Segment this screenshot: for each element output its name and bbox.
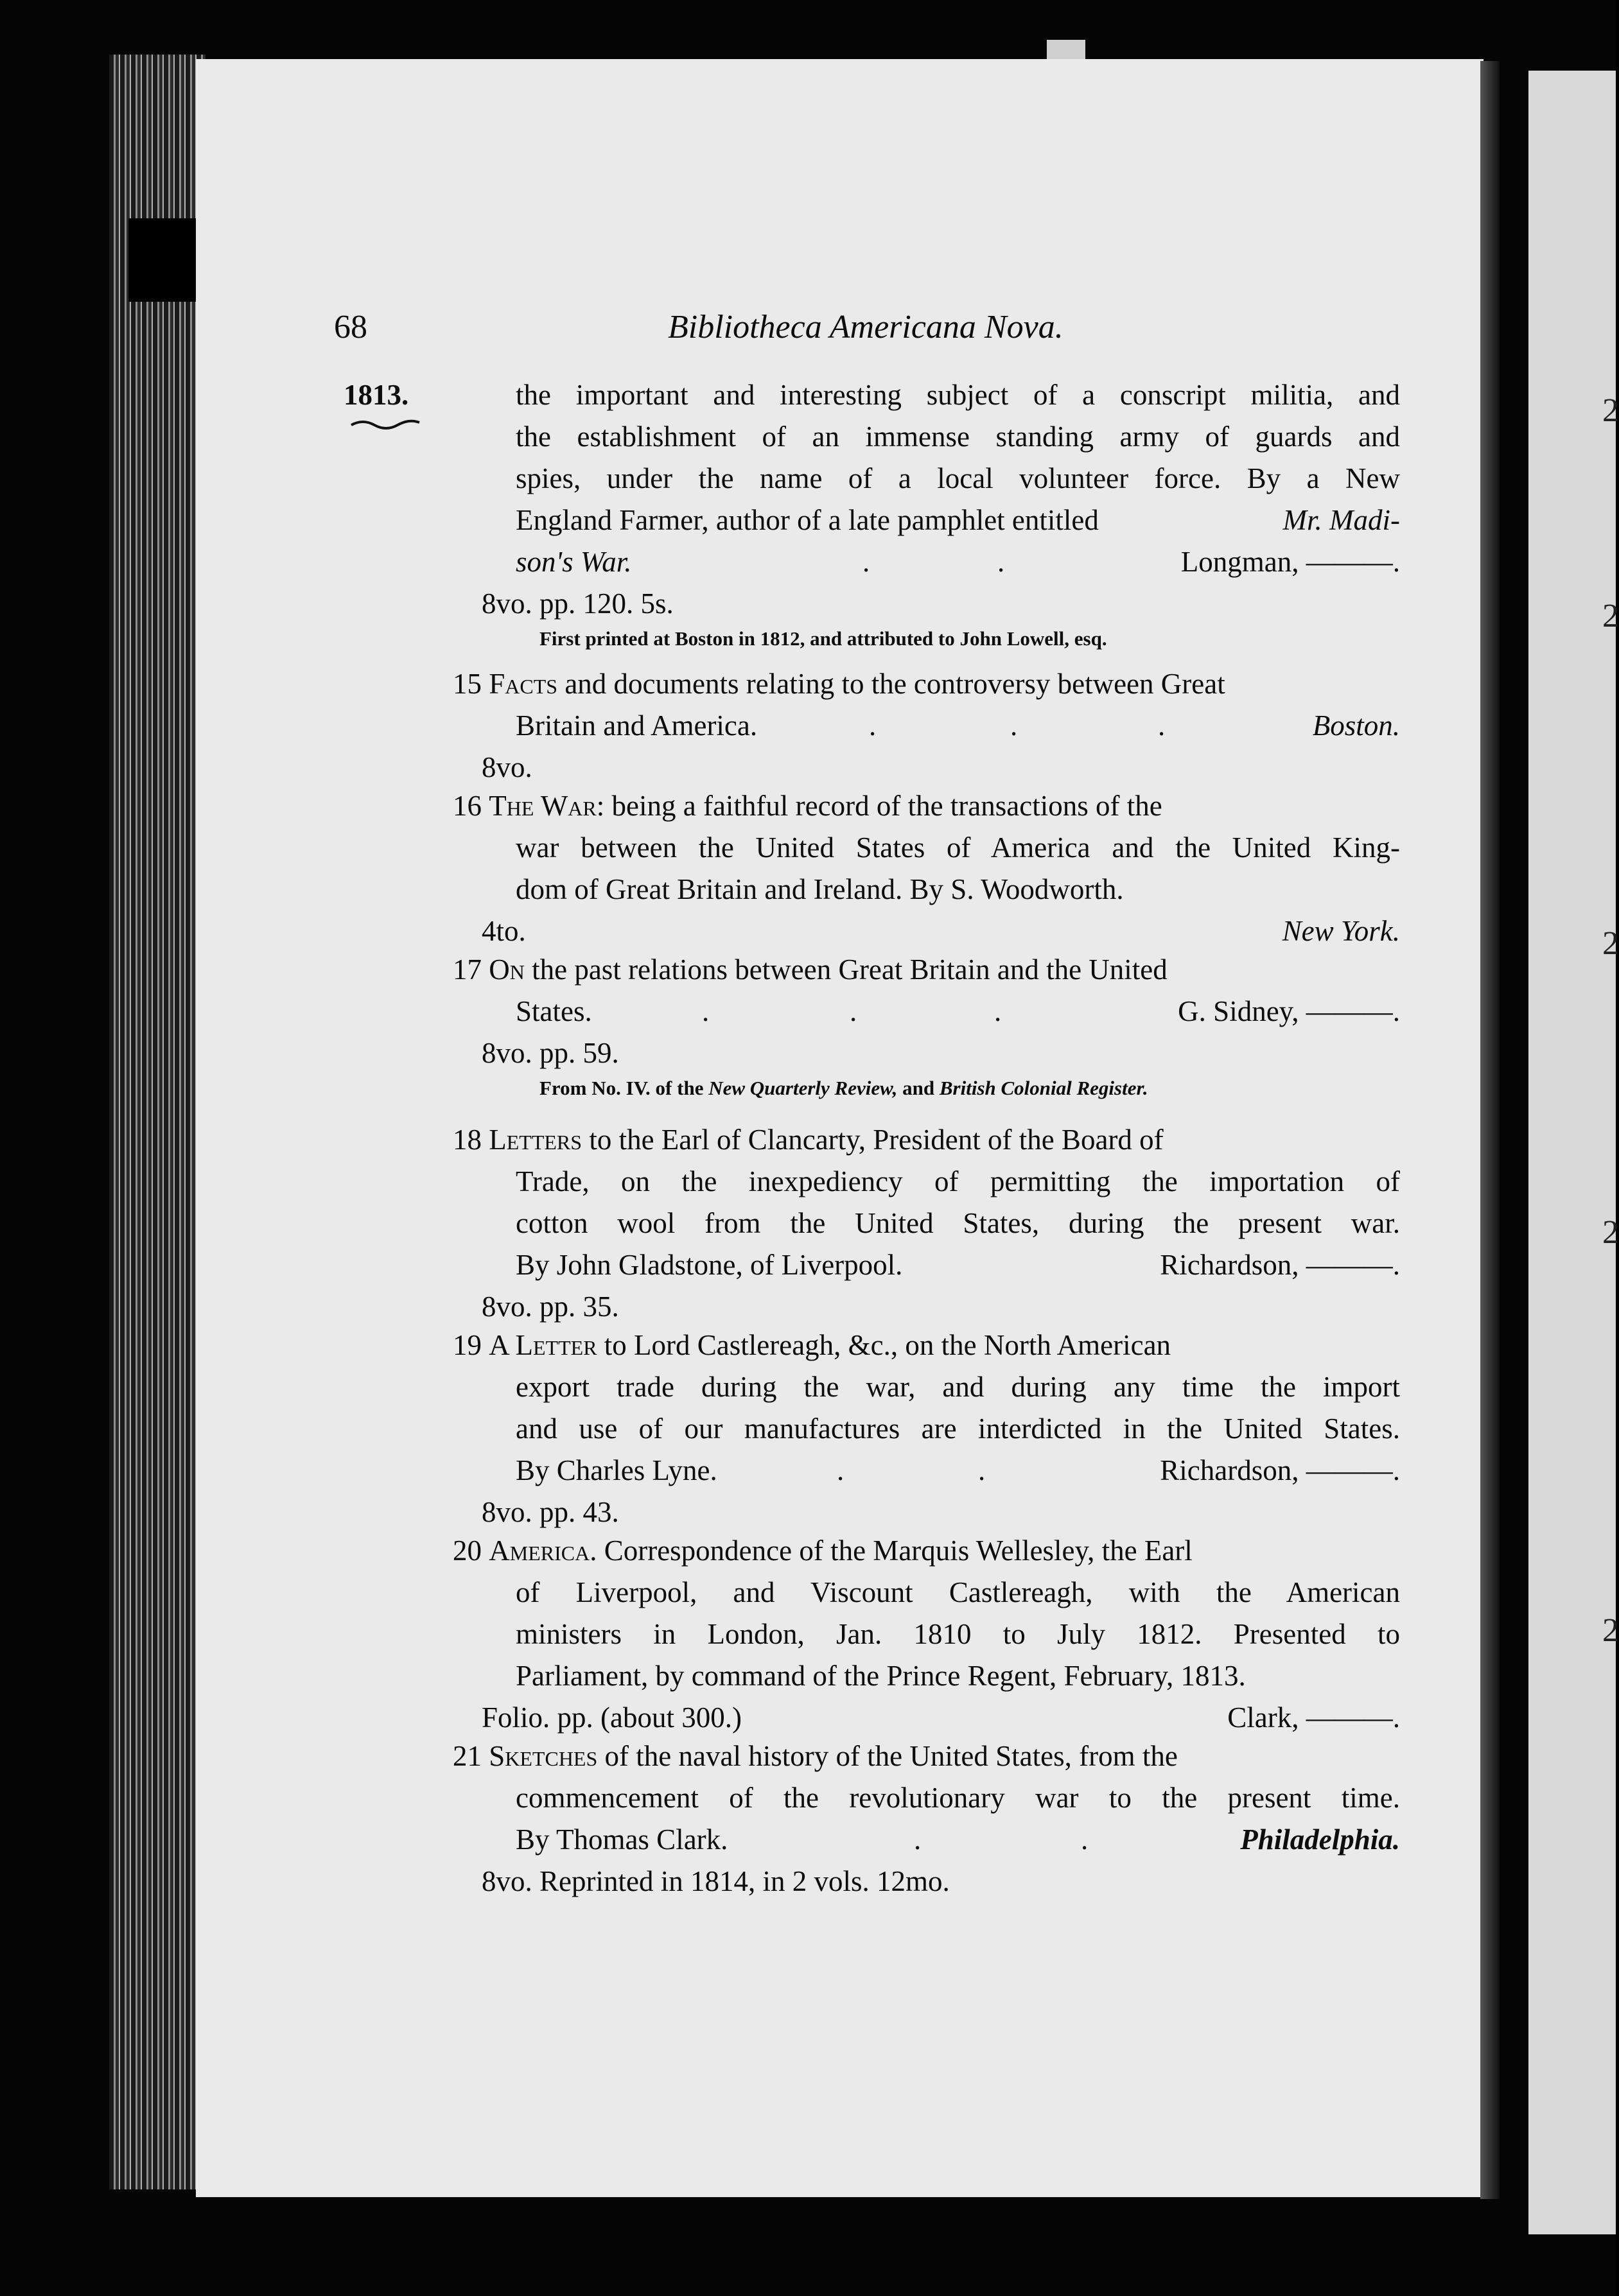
entry-title-italic: Mr. Madi- bbox=[1282, 504, 1400, 536]
leader-dot: . bbox=[869, 709, 877, 742]
entry-text: States. bbox=[516, 995, 592, 1027]
footnote-title: British Colonial Register. bbox=[939, 1077, 1148, 1099]
entry-line bbox=[516, 543, 1400, 581]
entry-number: 16 bbox=[453, 790, 482, 822]
entry-16-line bbox=[453, 787, 1400, 825]
entry-line: ministers in London, Jan. 1810 to July 1812. Presented to bbox=[516, 1618, 1400, 1650]
adjacent-page-mark: 2 bbox=[1602, 598, 1619, 634]
entry-heading: The War bbox=[489, 790, 597, 822]
publisher: Richardson, ———. bbox=[1160, 1249, 1400, 1281]
entry-number: 21 bbox=[453, 1740, 482, 1772]
footnote: First printed at Boston in 1812, and attributed to John Lowell, esq. bbox=[539, 627, 1107, 650]
leader-dot: . bbox=[862, 546, 870, 578]
entry-text: England Farmer, author of a late pamphlet entitled bbox=[516, 504, 1099, 536]
page-number: 68 bbox=[334, 309, 367, 345]
leader-dot: . bbox=[1081, 1823, 1089, 1856]
entry-line: and use of our manufactures are interdicted in the United States. bbox=[516, 1413, 1400, 1445]
place: Philadelphia. bbox=[1240, 1823, 1400, 1856]
place: Boston. bbox=[1312, 709, 1400, 742]
leader-dot: . bbox=[850, 995, 857, 1027]
format-line bbox=[482, 912, 1400, 950]
entry-line: the important and interesting subject of a conscript militia, and bbox=[516, 379, 1400, 411]
entry-text: Britain and America. bbox=[516, 709, 758, 742]
format-line bbox=[482, 1698, 1400, 1737]
entry-line: cotton wool from the United States, during the present war. bbox=[516, 1207, 1400, 1239]
publisher: Richardson, ———. bbox=[1160, 1454, 1400, 1486]
entry-15-line bbox=[453, 665, 1400, 703]
entry-line: export trade during the war, and during any time the import bbox=[516, 1371, 1400, 1403]
leader-dot: . bbox=[994, 995, 1002, 1027]
format-line: 8vo. pp. 120. 5s. bbox=[482, 587, 674, 620]
publisher: Longman, ———. bbox=[1180, 546, 1400, 578]
entry-line: dom of Great Britain and Ireland. By S. Woodworth. bbox=[516, 873, 1124, 905]
format-line: 8vo. pp. 59. bbox=[482, 1037, 619, 1069]
entry-text: to the Earl of Clancarty, President of the Board of bbox=[589, 1124, 1164, 1156]
publisher: Clark, ———. bbox=[1227, 1701, 1400, 1734]
entry-text: By John Gladstone, of Liverpool. bbox=[516, 1249, 903, 1281]
entry-text: of the naval history of the United States, from the bbox=[604, 1740, 1178, 1772]
place: New York. bbox=[1282, 915, 1400, 947]
format-line: 8vo. pp. 35. bbox=[482, 1291, 619, 1323]
format-line: 8vo. bbox=[482, 751, 532, 783]
entry-text: By Charles Lyne. bbox=[516, 1454, 717, 1486]
entry-number: 19 bbox=[453, 1329, 482, 1361]
year-swash-ornament bbox=[350, 417, 421, 430]
entry-number: 15 bbox=[453, 668, 482, 700]
format: 4to. bbox=[482, 915, 526, 947]
entry-text: Correspondence of the Marquis Wellesley, the Earl bbox=[604, 1535, 1193, 1567]
running-title: Bibliotheca Americana Nova. bbox=[668, 309, 1063, 345]
entry-line bbox=[516, 992, 1400, 1031]
entry-line bbox=[516, 706, 1400, 745]
entry-line: Trade, on the inexpediency of permitting the importation of bbox=[516, 1165, 1400, 1197]
leader-dot: . bbox=[997, 546, 1005, 578]
leader-dot: . bbox=[978, 1454, 986, 1486]
adjacent-page-mark: 2 bbox=[1602, 392, 1619, 429]
entry-line bbox=[516, 1820, 1400, 1859]
entry-text: to Lord Castlereagh, &c., on the North American bbox=[604, 1329, 1171, 1361]
entry-20-line bbox=[453, 1531, 1400, 1570]
entry-18-line bbox=[453, 1120, 1400, 1159]
entry-17-line bbox=[453, 950, 1400, 989]
entry-heading: A Letter bbox=[489, 1329, 597, 1361]
footnote-title: New Quarterly Review, bbox=[708, 1077, 898, 1099]
entry-line: of Liverpool, and Viscount Castlereagh, with the American bbox=[516, 1576, 1400, 1608]
leader-dot: . bbox=[1010, 709, 1018, 742]
entry-heading: Sketches bbox=[489, 1740, 598, 1772]
entry-line: commencement of the revolutionary war to the present time. bbox=[516, 1782, 1400, 1814]
adjacent-page-mark: 2 bbox=[1602, 1214, 1619, 1251]
entry-line bbox=[516, 501, 1400, 539]
entry-heading: Letters bbox=[489, 1124, 582, 1156]
entry-line: war between the United States of America and the United King- bbox=[516, 831, 1400, 864]
adjacent-page-mark: 2 bbox=[1602, 1612, 1619, 1649]
entry-21-line bbox=[453, 1737, 1400, 1775]
entry-title-italic: son's War. bbox=[516, 546, 632, 578]
entry-line: Parliament, by command of the Prince Regent, February, 1813. bbox=[516, 1660, 1246, 1692]
publisher: G. Sidney, ———. bbox=[1178, 995, 1400, 1027]
footnote bbox=[539, 1069, 1148, 1108]
format: Folio. pp. (about 300.) bbox=[482, 1701, 742, 1734]
footnote-text: and bbox=[902, 1077, 935, 1099]
entry-heading: Facts bbox=[489, 668, 558, 700]
format-line: 8vo. Reprinted in 1814, in 2 vols. 12mo. bbox=[482, 1865, 950, 1897]
entry-line bbox=[516, 1451, 1400, 1490]
entry-number: 20 bbox=[453, 1535, 482, 1567]
entry-line: the establishment of an immense standing army of guards and bbox=[516, 421, 1400, 453]
entry-line bbox=[516, 1246, 1400, 1284]
format-line: 8vo. pp. 43. bbox=[482, 1496, 619, 1528]
entry-number: 17 bbox=[453, 953, 482, 986]
entry-heading: On bbox=[489, 953, 525, 986]
footnote-text: From No. IV. of the bbox=[539, 1077, 704, 1099]
entry-text: the past relations between Great Britain and the United bbox=[532, 953, 1168, 986]
leader-dot: . bbox=[702, 995, 710, 1027]
entry-19-line bbox=[453, 1326, 1400, 1364]
adjacent-page-mark: 2 bbox=[1602, 925, 1619, 962]
entry-text: By Thomas Clark. bbox=[516, 1823, 728, 1856]
entry-line: spies, under the name of a local volunteer force. By a New bbox=[516, 462, 1400, 494]
leader-dot: . bbox=[1158, 709, 1166, 742]
leader-dot: . bbox=[914, 1823, 922, 1856]
year-label: 1813. bbox=[344, 379, 409, 411]
entry-text: and documents relating to the controversy between Great bbox=[564, 668, 1225, 700]
entry-heading: America. bbox=[489, 1535, 597, 1567]
leader-dot: . bbox=[837, 1454, 845, 1486]
entry-number: 18 bbox=[453, 1124, 482, 1156]
entry-text: : being a faithful record of the transactions of the bbox=[596, 790, 1162, 822]
